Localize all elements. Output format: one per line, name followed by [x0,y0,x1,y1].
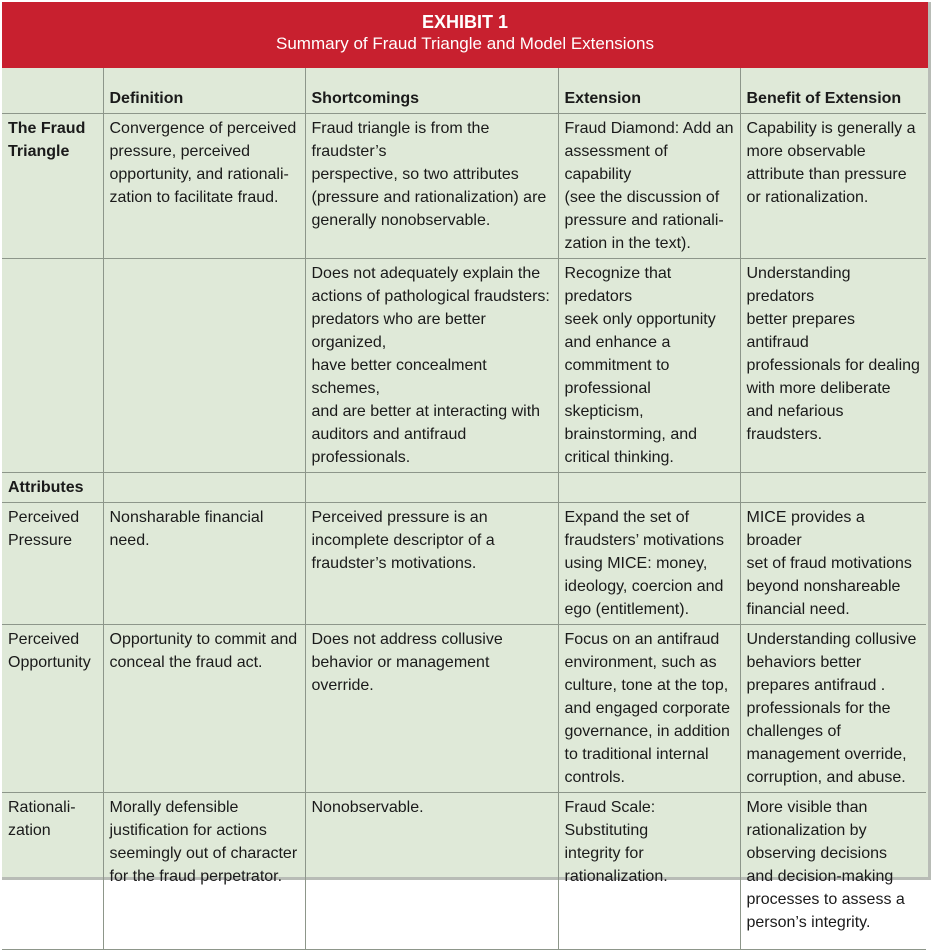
cell-definition [103,259,305,473]
cell-benefit [740,473,926,503]
table-row [2,473,926,503]
cell-extension: Recognize that predators seek only opportunity and enhance a commitment to professional skepticism, brainstorming, and critical thinking. [558,259,740,473]
exhibit-label: EXHIBIT 1 [421,12,509,32]
row-label: Perceived Pressure [2,503,103,625]
table-row [2,793,926,950]
cell-benefit: Understanding collusive behaviors better prepares antifraud . professionals for the challenges of management override, corruption, and abuse. [740,625,926,793]
cell-definition: Opportunity to commit and conceal the fraud act. [103,625,305,793]
header-extension: Extension [558,68,740,114]
cell-benefit: Capability is generally a more observable attribute than pressure or rationalization. [740,114,926,259]
cell-definition: Nonsharable financial need. [103,503,305,625]
header-cell-blank [2,68,103,114]
header-shortcomings: Shortcomings [305,68,558,114]
header-definition: Definition [103,68,305,114]
exhibit-title: Summary of Fraud Triangle and Model Extensions [276,34,654,53]
cell-shortcomings [305,473,558,503]
cell-benefit: MICE provides a broader set of fraud motivations beyond nonshareable financial need. [740,503,926,625]
cell-extension: Focus on an antifraud environment, such as culture, tone at the top, and engaged corporate governance, in addition to traditional internal controls. [558,625,740,793]
table-row [2,114,926,259]
cell-extension: Expand the set of fraudsters’ motivations using MICE: money, ideology, coercion and ego (entitlement). [558,503,740,625]
fraud-triangle-table [2,68,926,950]
row-label: Attributes [2,473,103,503]
cell-benefit: Understanding predators better prepares antifraud professionals for dealing with more deliberate and nefarious fraudsters. [740,259,926,473]
table-header-row [2,68,926,114]
table-row [2,259,926,473]
cell-extension: Fraud Scale: Substituting integrity for rationalization. [558,793,740,950]
cell-shortcomings: Does not address collusive behavior or management override. [305,625,558,793]
row-label: Rationali- zation [2,793,103,950]
row-label [2,259,103,473]
table-row [2,625,926,793]
cell-extension: Fraud Diamond: Add an assessment of capability (see the discussion of pressure and rationali- zation in the text). [558,114,740,259]
cell-shortcomings: Nonobservable. [305,793,558,950]
cell-extension [558,473,740,503]
exhibit-panel [2,2,931,931]
cell-definition: Convergence of perceived pressure, perceived opportunity, and rationali- zation to facilitate fraud. [103,114,305,259]
cell-benefit: More visible than rationalization by observing decisions and decision-making processes to assess a person’s integrity. [740,793,926,950]
cell-shortcomings: Fraud triangle is from the fraudster’s perspective, so two attributes (pressure and rationalization) are generally nonobservable. [305,114,558,259]
cell-definition [103,473,305,503]
cell-definition: Morally defensible justification for actions seemingly out of character for the fraud perpetrator. [103,793,305,950]
row-label: The Fraud Triangle [2,114,103,259]
header-benefit: Benefit of Extension [740,68,926,114]
table-row [2,503,926,625]
cell-shortcomings: Perceived pressure is an incomplete descriptor of a fraudster’s motivations. [305,503,558,625]
row-label: Perceived Opportunity [2,625,103,793]
cell-shortcomings: Does not adequately explain the actions of pathological fraudsters: predators who are better organized, have better concealment schemes, and are better at interacting with auditors and antifraud professionals. [305,259,558,473]
exhibit-banner [2,2,928,68]
